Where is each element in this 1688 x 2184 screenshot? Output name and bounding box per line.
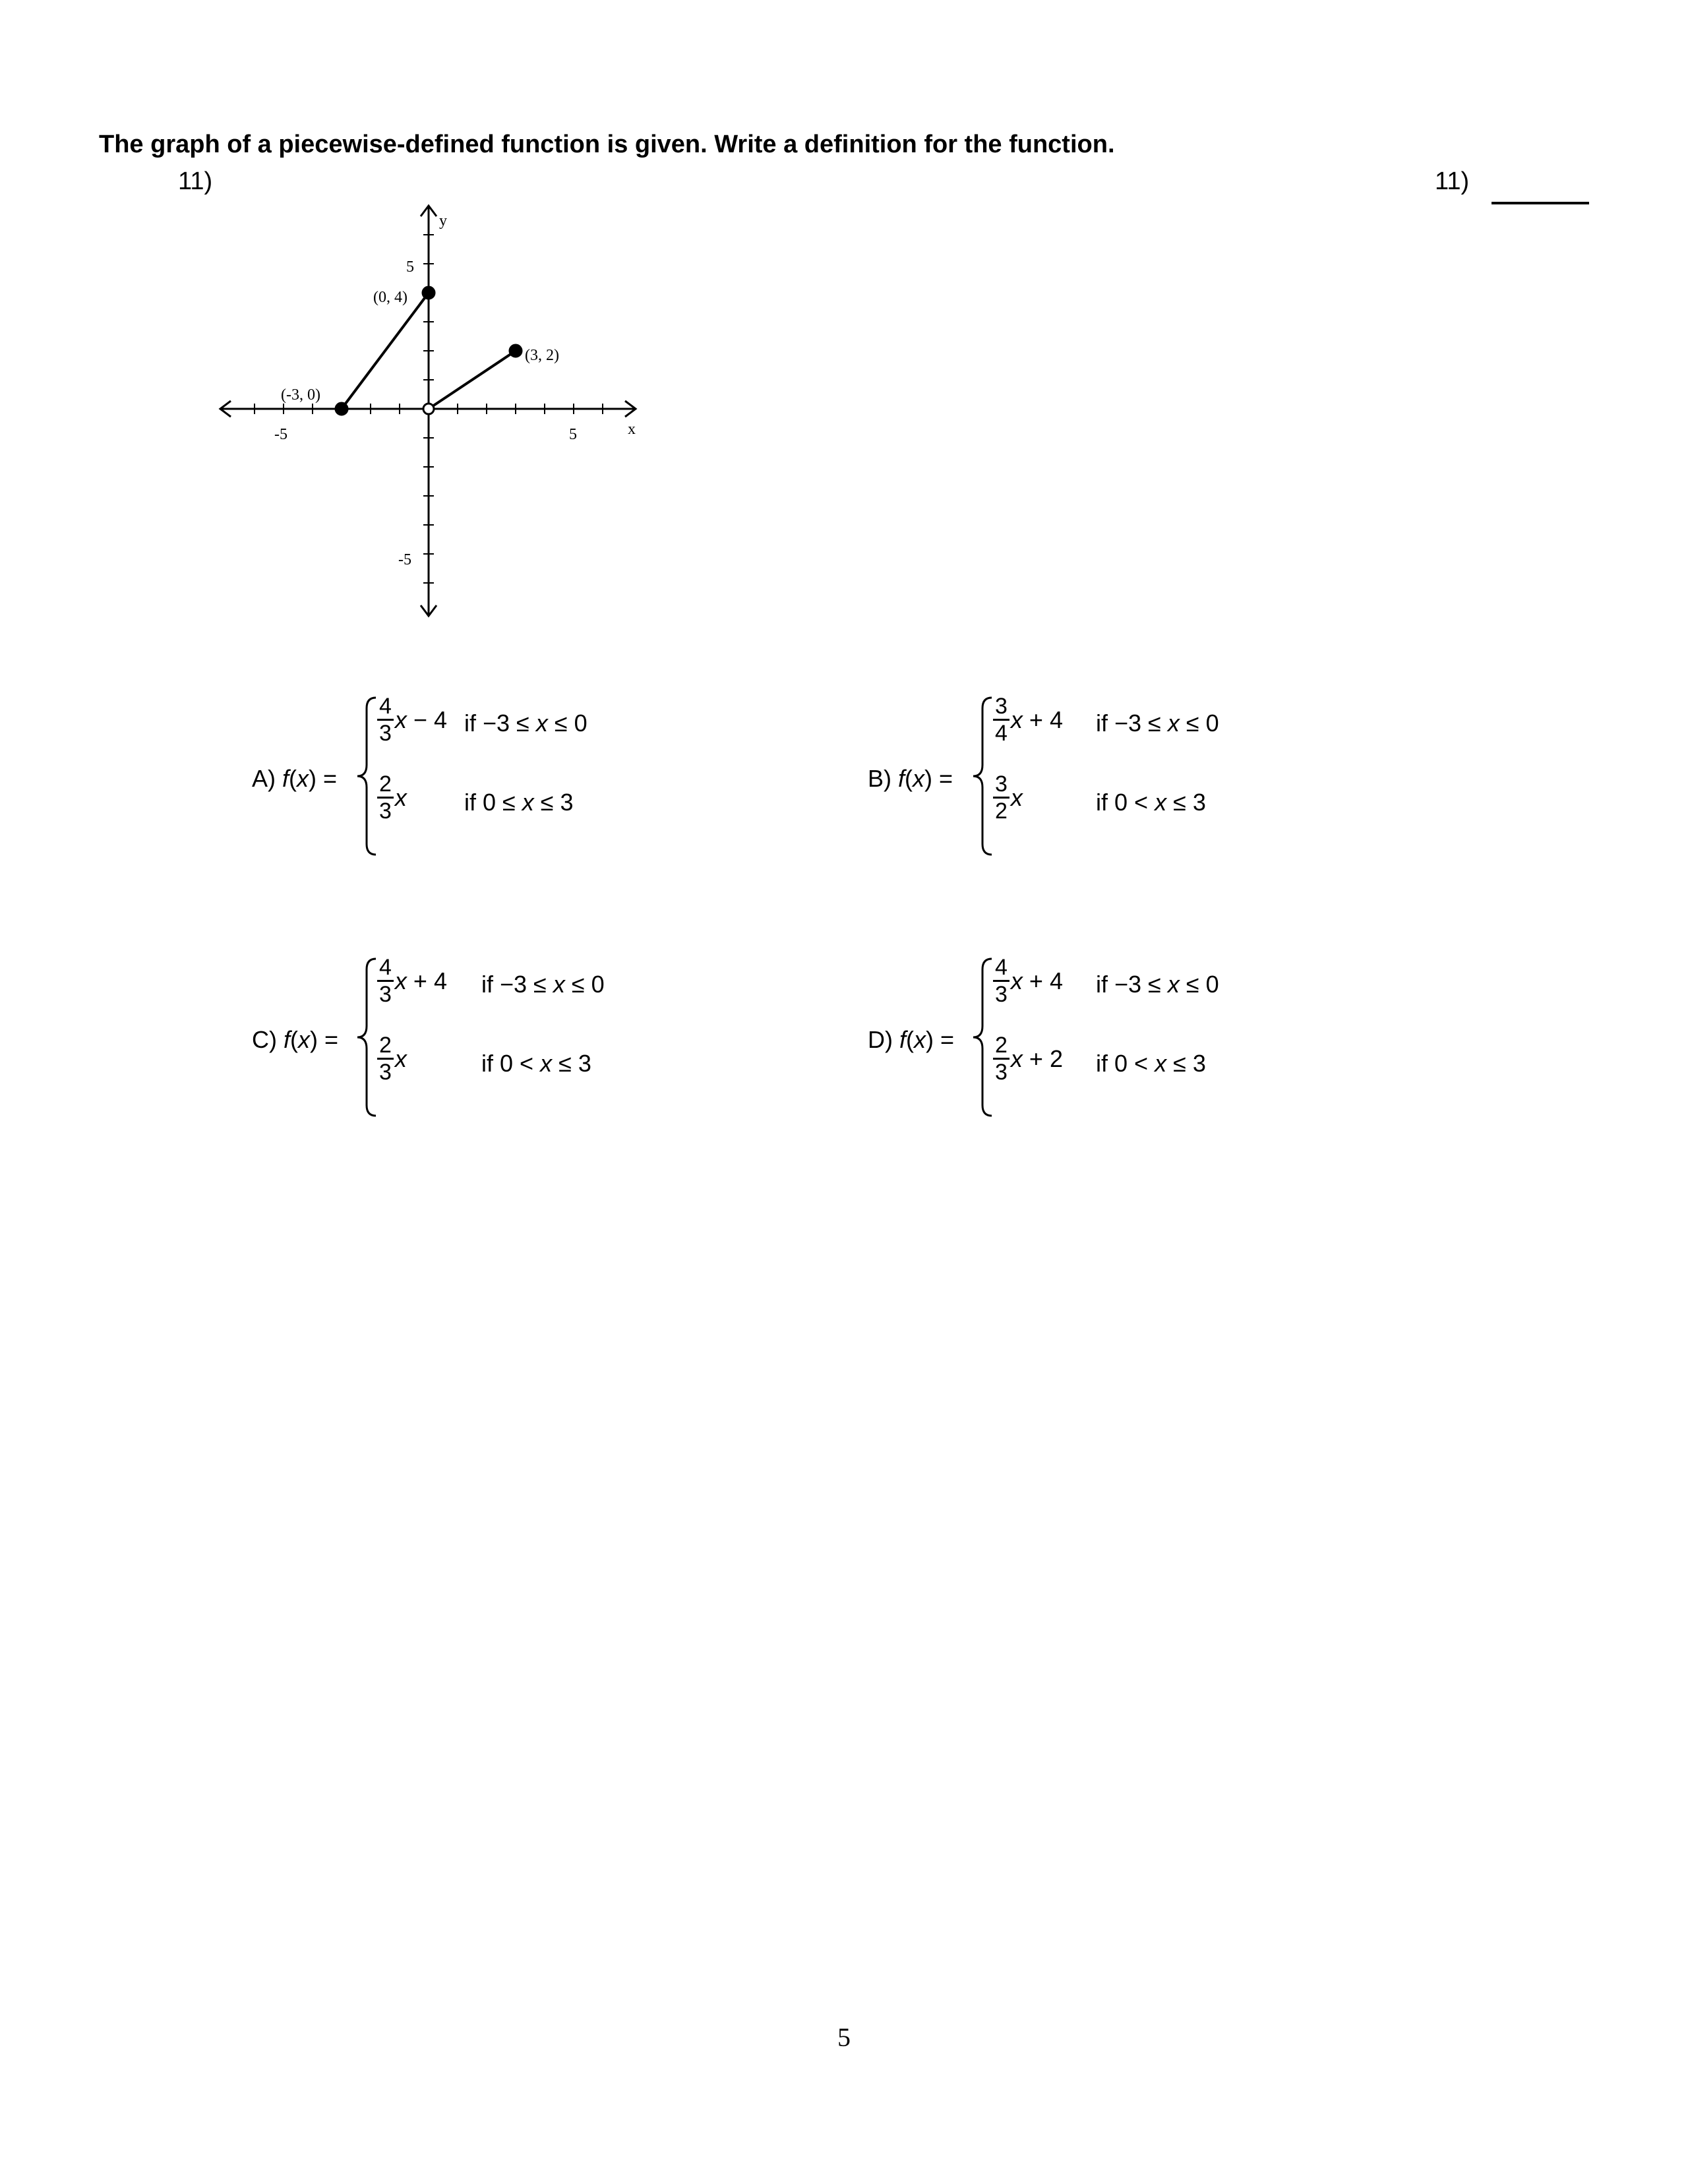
choice-c-row-1: $\frac{4}{3}$ x + 4	[377, 955, 447, 1007]
fraction: $\frac{4}{3}$	[377, 955, 394, 1007]
fraction: $\frac{2}{3}$	[993, 1033, 1010, 1085]
answer-blank[interactable]	[1492, 202, 1589, 204]
fraction: $\frac{3}{2}$	[993, 772, 1010, 824]
choice-a-row-1: $\frac{4}{3}$ x − 4	[377, 694, 447, 746]
choice-a-row-2: $\frac{2}{3}$ x	[377, 772, 407, 824]
fraction: $\frac{3}{4}$	[993, 694, 1010, 746]
choice-b-condition-2: if 0 < x ≤ 3	[1096, 789, 1206, 816]
open-point	[423, 404, 434, 414]
choice-d-condition-2: if 0 < x ≤ 3	[1096, 1050, 1206, 1077]
choice-d-label[interactable]: D) f(x) =	[868, 1026, 955, 1053]
closed-point	[510, 345, 522, 357]
choice-a-condition-2: if 0 ≤ x ≤ 3	[464, 789, 574, 816]
closed-point	[423, 287, 435, 299]
choice-b-condition-1: if −3 ≤ x ≤ 0	[1096, 710, 1219, 737]
instructions: The graph of a piecewise-defined function is given. Write a definition for the function.	[99, 131, 1115, 158]
function-graph	[211, 198, 659, 620]
choice-c-condition-1: if −3 ≤ x ≤ 0	[481, 971, 605, 998]
closed-point	[336, 403, 347, 415]
point-label-0-4: (0, 4)	[373, 289, 407, 306]
choice-c-condition-2: if 0 < x ≤ 3	[481, 1050, 591, 1077]
choice-d-row-1: $\frac{4}{3}$ x + 4	[993, 955, 1063, 1007]
choice-b-row-1: $\frac{3}{4}$ x + 4	[993, 694, 1063, 746]
choice-a-condition-1: if −3 ≤ x ≤ 0	[464, 710, 588, 737]
choice-b-label[interactable]: B) f(x) =	[868, 765, 953, 792]
graph-segment	[342, 293, 429, 409]
point-label-3-2: (3, 2)	[525, 347, 559, 364]
question-number: 11)	[178, 167, 213, 195]
graph-segment	[429, 351, 516, 409]
choice-c-label[interactable]: C) f(x) =	[252, 1026, 339, 1053]
fraction: $\frac{2}{3}$	[377, 1033, 394, 1085]
x-tick-label-5: 5	[569, 426, 577, 443]
fraction: $\frac{4}{3}$	[993, 955, 1010, 1007]
choice-b-row-2: $\frac{3}{2}$ x	[993, 772, 1023, 824]
fraction: $\frac{4}{3}$	[377, 694, 394, 746]
answer-number: 11)	[1435, 167, 1470, 195]
choice-d-row-2: $\frac{2}{3}$ x + 2	[993, 1033, 1063, 1085]
y-axis-label: y	[439, 212, 447, 229]
y-tick-label-neg5: -5	[398, 551, 411, 568]
fraction: $\frac{2}{3}$	[377, 772, 394, 824]
x-axis-label: x	[628, 421, 636, 438]
choice-a-label[interactable]: A) f(x) =	[252, 765, 338, 792]
choice-d-condition-1: if −3 ≤ x ≤ 0	[1096, 971, 1219, 998]
choice-c-row-2: $\frac{2}{3}$ x	[377, 1033, 407, 1085]
point-label-neg3-0: (-3, 0)	[281, 386, 320, 404]
page-number: 5	[837, 2022, 851, 2052]
x-tick-label-neg5: -5	[274, 426, 287, 443]
y-tick-label-5: 5	[406, 258, 414, 276]
